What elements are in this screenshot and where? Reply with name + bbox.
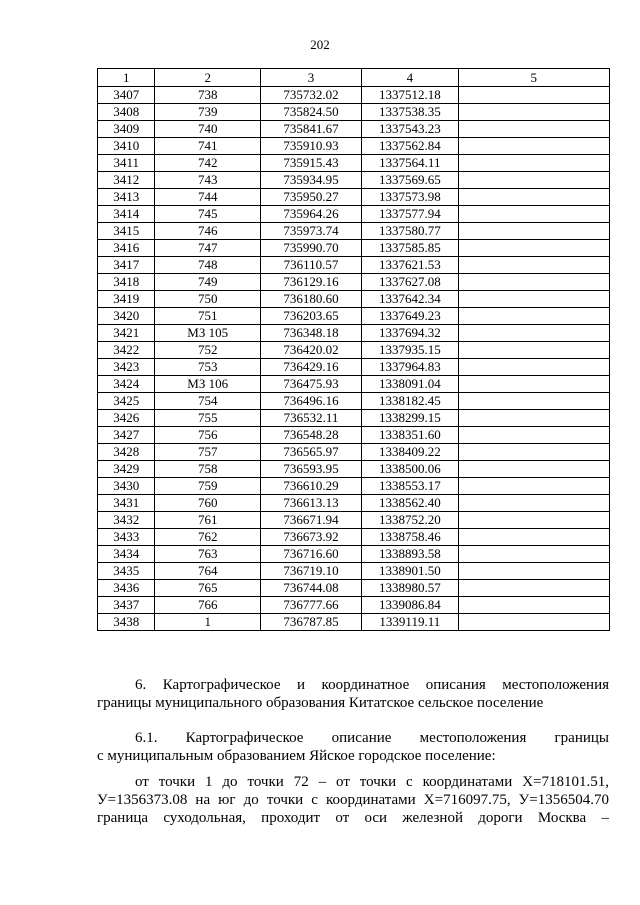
table-cell: [458, 495, 609, 512]
table-cell: 1338500.06: [362, 461, 458, 478]
page-number: 202: [310, 37, 330, 52]
table-row: [98, 393, 610, 410]
table-row: [98, 546, 610, 563]
table-row: [98, 189, 610, 206]
table-cell: 1337649.23: [362, 308, 458, 325]
table-row: [98, 206, 610, 223]
table-cell: 736787.85: [260, 614, 361, 631]
table-row: [98, 461, 610, 478]
table-cell: 739: [155, 104, 260, 121]
table-cell: 3422: [98, 342, 155, 359]
table-row: [98, 580, 610, 597]
column-header: 2: [155, 69, 260, 87]
table-cell: [458, 87, 609, 104]
table-row: [98, 444, 610, 461]
table-cell: 3412: [98, 172, 155, 189]
table-cell: 735964.26: [260, 206, 361, 223]
table-cell: МЗ 106: [155, 376, 260, 393]
table-cell: 1337538.35: [362, 104, 458, 121]
table-cell: 756: [155, 427, 260, 444]
table-cell: 3433: [98, 529, 155, 546]
table-cell: 1337569.65: [362, 172, 458, 189]
table-cell: 744: [155, 189, 260, 206]
table-cell: 1337580.77: [362, 223, 458, 240]
table-cell: МЗ 105: [155, 325, 260, 342]
table-cell: 3432: [98, 512, 155, 529]
boundary-line-1: от точки 1 до точки 72 – от точки с координатами Х=718101.51,: [135, 774, 609, 790]
table-cell: 755: [155, 410, 260, 427]
table-cell: [458, 410, 609, 427]
table-cell: 1338752.20: [362, 512, 458, 529]
table-cell: 3425: [98, 393, 155, 410]
table-cell: 750: [155, 291, 260, 308]
table-cell: 1337562.84: [362, 138, 458, 155]
table-cell: [458, 597, 609, 614]
table-row: [98, 342, 610, 359]
table-cell: 1337642.34: [362, 291, 458, 308]
table-row: [98, 325, 610, 342]
table-cell: 754: [155, 393, 260, 410]
table-body: [98, 87, 610, 631]
table-cell: 3428: [98, 444, 155, 461]
table-cell: 735934.95: [260, 172, 361, 189]
table-cell: 1337627.08: [362, 274, 458, 291]
boundary-line-3: граница суходольная, проходит от оси железной дороги Москва –: [97, 810, 609, 826]
table-cell: 736610.29: [260, 478, 361, 495]
table-cell: 764: [155, 563, 260, 580]
table-cell: 736129.16: [260, 274, 361, 291]
table-cell: [458, 189, 609, 206]
table-row: [98, 274, 610, 291]
table-cell: 1337543.23: [362, 121, 458, 138]
table-cell: 747: [155, 240, 260, 257]
table-cell: 3407: [98, 87, 155, 104]
section-6-heading: [97, 676, 609, 712]
table-cell: 3426: [98, 410, 155, 427]
table-cell: [458, 376, 609, 393]
table-row: [98, 495, 610, 512]
table-cell: 753: [155, 359, 260, 376]
table-cell: 735973.74: [260, 223, 361, 240]
table-row: [98, 257, 610, 274]
table-cell: 1338351.60: [362, 427, 458, 444]
table-cell: [458, 155, 609, 172]
table-cell: [458, 223, 609, 240]
table-cell: 736348.18: [260, 325, 361, 342]
column-header: 4: [362, 69, 458, 87]
table-cell: [458, 614, 609, 631]
table-cell: 1337564.11: [362, 155, 458, 172]
table-cell: 3421: [98, 325, 155, 342]
table-cell: [458, 308, 609, 325]
table-cell: 3434: [98, 546, 155, 563]
table-cell: 1338893.58: [362, 546, 458, 563]
table-cell: 3420: [98, 308, 155, 325]
table-cell: 3424: [98, 376, 155, 393]
table-cell: 3427: [98, 427, 155, 444]
table-cell: [458, 563, 609, 580]
table-cell: 736673.92: [260, 529, 361, 546]
table-cell: 1338562.40: [362, 495, 458, 512]
table-cell: [458, 274, 609, 291]
table-cell: 735824.50: [260, 104, 361, 121]
table-cell: 1337577.94: [362, 206, 458, 223]
table-cell: 3429: [98, 461, 155, 478]
table-cell: 3419: [98, 291, 155, 308]
table-cell: 736777.66: [260, 597, 361, 614]
table-cell: 3418: [98, 274, 155, 291]
boundary-line-2: У=1356373.08 на юг до точки с координатами Х=716097.75, У=1356504.70: [97, 792, 609, 808]
table-cell: 736110.57: [260, 257, 361, 274]
table-cell: 741: [155, 138, 260, 155]
table-cell: 736613.13: [260, 495, 361, 512]
table-row: [98, 478, 610, 495]
table-cell: 748: [155, 257, 260, 274]
table-cell: 1338409.22: [362, 444, 458, 461]
table-cell: 746: [155, 223, 260, 240]
table-cell: 761: [155, 512, 260, 529]
table-cell: 1338553.17: [362, 478, 458, 495]
table-cell: [458, 580, 609, 597]
table-cell: 3436: [98, 580, 155, 597]
table-cell: 762: [155, 529, 260, 546]
section-6-line-2: границы муниципального образования Китатское сельское поселение: [97, 695, 544, 711]
table-cell: 749: [155, 274, 260, 291]
table-cell: 3414: [98, 206, 155, 223]
table-cell: 736671.94: [260, 512, 361, 529]
column-header: 3: [260, 69, 361, 87]
table-cell: 3408: [98, 104, 155, 121]
table-cell: 1338901.50: [362, 563, 458, 580]
table-cell: 751: [155, 308, 260, 325]
table-cell: 1337621.53: [362, 257, 458, 274]
table-cell: 735841.67: [260, 121, 361, 138]
table-cell: 736496.16: [260, 393, 361, 410]
table-cell: [458, 121, 609, 138]
table-cell: [458, 172, 609, 189]
table-row: [98, 512, 610, 529]
table-row: [98, 376, 610, 393]
table-cell: 3431: [98, 495, 155, 512]
section-6-1-line-2: с муниципальным образованием Яйское городское поселение:: [97, 748, 496, 764]
section-6-1-heading: [97, 729, 609, 765]
table-row: [98, 359, 610, 376]
table-cell: 736475.93: [260, 376, 361, 393]
table-cell: 1337694.32: [362, 325, 458, 342]
table-cell: 735910.93: [260, 138, 361, 155]
table-cell: 3417: [98, 257, 155, 274]
table-cell: 1337935.15: [362, 342, 458, 359]
table-row: [98, 529, 610, 546]
table-cell: 736548.28: [260, 427, 361, 444]
table-cell: 745: [155, 206, 260, 223]
table-cell: 3416: [98, 240, 155, 257]
table-cell: 735950.27: [260, 189, 361, 206]
table-cell: 1338299.15: [362, 410, 458, 427]
table-cell: 1: [155, 614, 260, 631]
table-cell: 763: [155, 546, 260, 563]
table-cell: 3413: [98, 189, 155, 206]
table-row: [98, 308, 610, 325]
boundary-description: [97, 773, 609, 827]
coordinates-table: [97, 68, 610, 631]
table-cell: 736203.65: [260, 308, 361, 325]
table-cell: 1338758.46: [362, 529, 458, 546]
table-row: [98, 223, 610, 240]
table-cell: [458, 427, 609, 444]
table-cell: 1339119.11: [362, 614, 458, 631]
table-cell: 736565.97: [260, 444, 361, 461]
table-cell: [458, 393, 609, 410]
table-row: [98, 240, 610, 257]
table-cell: [458, 240, 609, 257]
table-cell: 758: [155, 461, 260, 478]
table-cell: 3438: [98, 614, 155, 631]
table-row: [98, 563, 610, 580]
table-row: [98, 410, 610, 427]
table-cell: [458, 104, 609, 121]
column-header: 5: [458, 69, 609, 87]
table-row: [98, 155, 610, 172]
table-cell: [458, 359, 609, 376]
table-cell: 1338980.57: [362, 580, 458, 597]
table-cell: 3435: [98, 563, 155, 580]
section-6-line-1: 6. Картографическое и координатное описания местоположения: [135, 677, 609, 693]
table-cell: 736532.11: [260, 410, 361, 427]
table-cell: 738: [155, 87, 260, 104]
table-row: [98, 172, 610, 189]
table-cell: 740: [155, 121, 260, 138]
table-cell: [458, 342, 609, 359]
table-cell: 736420.02: [260, 342, 361, 359]
table-cell: [458, 512, 609, 529]
table-row: [98, 138, 610, 155]
table-cell: 765: [155, 580, 260, 597]
table-cell: 3415: [98, 223, 155, 240]
table-cell: 736429.16: [260, 359, 361, 376]
table-cell: 3423: [98, 359, 155, 376]
table-cell: [458, 546, 609, 563]
table-row: [98, 597, 610, 614]
table-cell: 1339086.84: [362, 597, 458, 614]
table-cell: 759: [155, 478, 260, 495]
table-cell: 1337964.83: [362, 359, 458, 376]
table-row: [98, 87, 610, 104]
table-cell: 736719.10: [260, 563, 361, 580]
table-cell: 757: [155, 444, 260, 461]
table-cell: 735732.02: [260, 87, 361, 104]
table-cell: 742: [155, 155, 260, 172]
table-cell: 736716.60: [260, 546, 361, 563]
table-cell: [458, 478, 609, 495]
table-cell: [458, 529, 609, 546]
table-cell: 743: [155, 172, 260, 189]
table-cell: 3409: [98, 121, 155, 138]
table-row: [98, 427, 610, 444]
table-row: [98, 121, 610, 138]
table-cell: 736180.60: [260, 291, 361, 308]
table-cell: [458, 257, 609, 274]
table-cell: [458, 444, 609, 461]
table-cell: 3430: [98, 478, 155, 495]
table-cell: 3411: [98, 155, 155, 172]
table-cell: [458, 138, 609, 155]
table-cell: [458, 461, 609, 478]
table-row: [98, 291, 610, 308]
table-cell: 1338182.45: [362, 393, 458, 410]
table-cell: 752: [155, 342, 260, 359]
table-row: [98, 614, 610, 631]
table-header-row: [98, 69, 610, 87]
table-cell: 3410: [98, 138, 155, 155]
section-6-1-line-1: 6.1. Картографическое описание местоположения границы: [135, 730, 609, 746]
table-cell: 735990.70: [260, 240, 361, 257]
table-cell: 760: [155, 495, 260, 512]
column-header: 1: [98, 69, 155, 87]
table-cell: 1337585.85: [362, 240, 458, 257]
table-cell: [458, 291, 609, 308]
table-cell: 1337573.98: [362, 189, 458, 206]
table-cell: [458, 325, 609, 342]
table-row: [98, 104, 610, 121]
table-cell: 735915.43: [260, 155, 361, 172]
table-cell: 766: [155, 597, 260, 614]
table-cell: 3437: [98, 597, 155, 614]
table-cell: 736593.95: [260, 461, 361, 478]
table-cell: [458, 206, 609, 223]
table-cell: 1338091.04: [362, 376, 458, 393]
table-cell: 736744.08: [260, 580, 361, 597]
table-cell: 1337512.18: [362, 87, 458, 104]
